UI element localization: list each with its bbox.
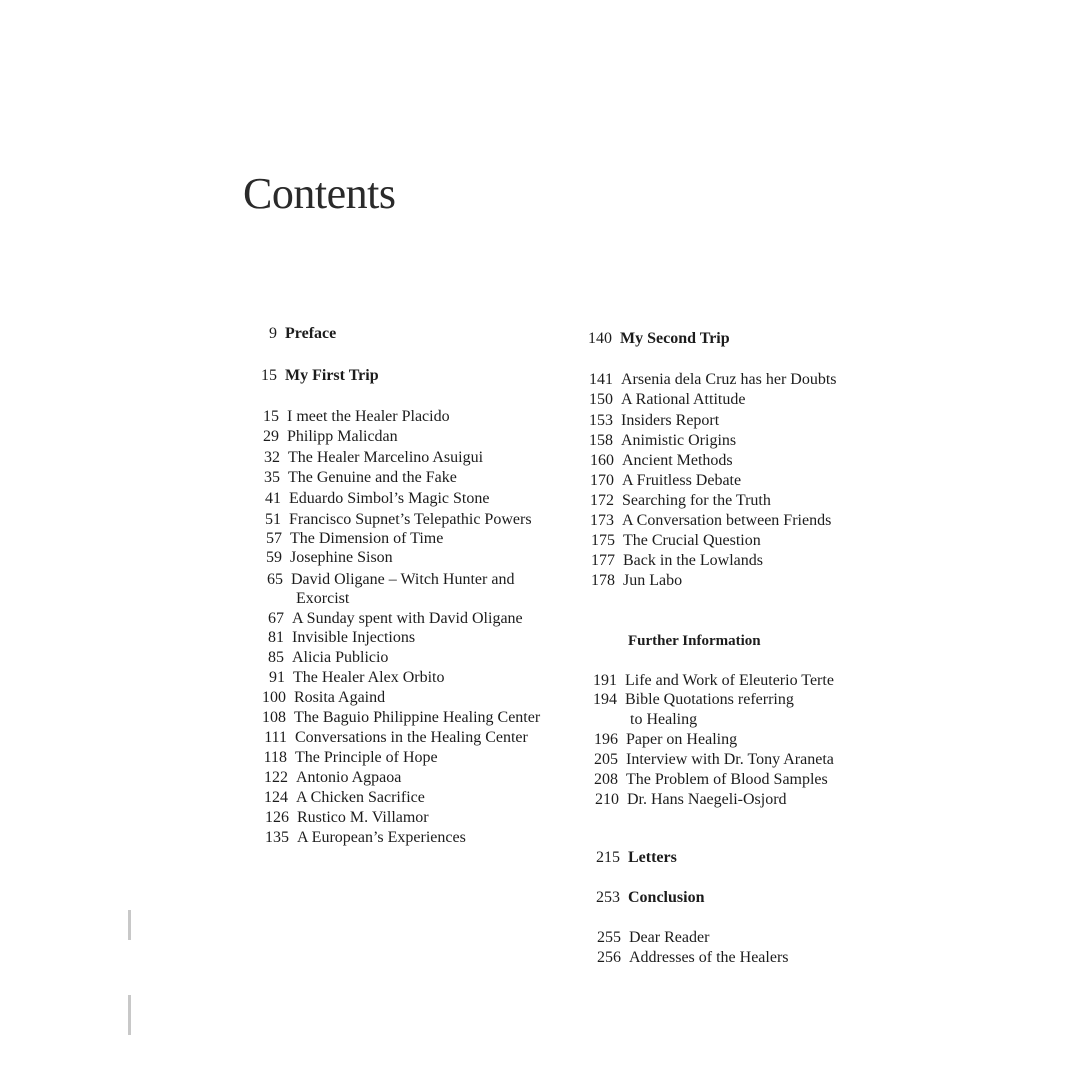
toc-entry[interactable] [580,511,831,531]
toc-entry[interactable] [243,628,415,648]
toc-entry[interactable] [243,468,457,488]
toc-entry-label: Conversations in the Healing Center [295,729,528,746]
toc-further-heading[interactable]: Further Information [628,633,761,649]
toc-entry[interactable] [243,728,528,748]
toc-entry-label: The Healer Alex Orbito [293,669,445,686]
toc-page-number: 191 [593,672,617,689]
toc-page-number: 215 [596,849,620,866]
toc-entry[interactable] [243,548,393,568]
toc-page-number: 196 [594,731,618,748]
toc-page-number: 81 [268,629,284,646]
toc-entry[interactable] [243,748,438,768]
toc-entry-label: Bible Quotations referring [625,691,794,708]
toc-section-row[interactable] [243,366,379,386]
toc-page-number: 35 [264,469,280,486]
toc-entry-label: Antonio Agpaoa [296,769,402,786]
toc-page-number: 210 [595,791,619,808]
toc-page-number: 153 [589,412,613,429]
toc-entry[interactable] [243,648,388,668]
toc-page-number: 91 [269,669,285,686]
toc-page-number: 256 [597,949,621,966]
toc-page-number: 15 [261,367,277,384]
toc-page-number: 124 [264,789,288,806]
toc-section-label: My Second Trip [620,330,730,347]
toc-section-label: Preface [285,325,337,342]
toc-entry-label: Arsenia dela Cruz has her Doubts [621,371,837,388]
toc-entry-label: The Problem of Blood Samples [626,771,828,788]
toc-entry-label: David Oligane – Witch Hunter and [291,571,515,588]
toc-entry-label: Jun Labo [623,572,683,589]
toc-page-number: 255 [597,929,621,946]
toc-entry[interactable] [243,427,398,447]
toc-page-number: 100 [262,689,286,706]
toc-page-number: 118 [263,749,287,766]
toc-entry-label: Alicia Publicio [292,649,389,666]
toc-entry-label: Dear Reader [629,929,710,946]
toc-page-number: 150 [589,391,613,408]
toc-page-number: 51 [265,511,281,528]
toc-page-number: 253 [596,889,620,906]
toc-entry[interactable] [580,531,761,551]
toc-page-number: 32 [264,449,280,466]
toc-page-number: 172 [590,492,614,509]
toc-entry-label: The Principle of Hope [295,749,438,766]
toc-entry-label: A European’s Experiences [297,829,466,846]
toc-entry-label: Ancient Methods [622,452,733,469]
toc-entry-label: Addresses of the Healers [629,949,789,966]
scan-edge-mark [128,995,131,1035]
toc-entry[interactable] [243,808,429,828]
toc-entry[interactable] [580,551,763,571]
toc-page-number: 67 [268,610,284,627]
toc-entry[interactable] [580,671,834,691]
toc-entry[interactable] [580,390,745,410]
toc-page-number: 140 [588,330,612,347]
toc-page-number: 126 [265,809,289,826]
toc-entry-label: Eduardo Simbol’s Magic Stone [289,490,490,507]
toc-entry-label: A Conversation between Friends [622,512,832,529]
toc-entry[interactable] [580,690,794,710]
toc-entry[interactable] [580,491,771,511]
toc-entry[interactable] [243,788,425,808]
toc-entry-label: Francisco Supnet’s Telepathic Powers [289,511,532,528]
toc-page-number: 178 [591,572,615,589]
toc-entry-label: The Genuine and the Fake [288,469,457,486]
toc-entry[interactable] [243,570,514,590]
toc-entry-label: Rustico M. Villamor [297,809,429,826]
toc-entry-label: The Dimension of Time [290,530,444,547]
toc-entry[interactable] [580,770,828,790]
toc-entry-label: Dr. Hans Naegeli-Osjord [627,791,787,808]
toc-page-number: 29 [263,428,279,445]
toc-section-label: Letters [628,849,677,866]
toc-entry[interactable] [243,510,532,530]
toc-entry-label: A Rational Attitude [621,391,746,408]
toc-page-number: 177 [591,552,615,569]
toc-entry-label: Searching for the Truth [622,492,771,509]
toc-entry[interactable] [243,489,489,509]
toc-page-number: 122 [264,769,288,786]
toc-entry-label: Paper on Healing [626,731,738,748]
toc-entry[interactable] [580,431,736,451]
toc-page-number: 141 [589,371,613,388]
toc-entry-label: A Chicken Sacrifice [296,789,425,806]
toc-entry[interactable] [243,828,466,848]
toc-entry[interactable] [580,790,787,810]
scan-edge-mark [128,910,131,940]
toc-entry-continuation: Exorcist [296,590,350,607]
toc-entry[interactable] [580,750,834,770]
toc-entry-label: The Baguio Philippine Healing Center [294,709,541,726]
page-title: Contents [243,169,396,218]
toc-page-number: 9 [269,325,277,342]
toc-entry-label: Insiders Report [621,412,720,429]
toc-entry[interactable] [243,668,445,688]
toc-entry-label: The Healer Marcelino Asuigui [288,449,484,466]
toc-entry[interactable] [243,609,523,629]
toc-entry-label: Philipp Malicdan [287,428,398,445]
toc-section-row[interactable] [580,888,704,908]
toc-entry-label: I meet the Healer Placido [287,408,450,425]
toc-entry-label: The Crucial Question [623,532,761,549]
toc-entry[interactable] [580,370,837,390]
toc-entry[interactable] [243,529,443,549]
toc-page-number: 205 [594,751,618,768]
toc-entry[interactable] [243,407,450,427]
toc-page-number: 194 [593,691,617,708]
toc-entry-label: Josephine Sison [290,549,393,566]
toc-entry[interactable] [243,688,385,708]
toc-entry-label: A Sunday spent with David Oligane [292,610,523,627]
toc-entry[interactable] [243,768,401,788]
toc-page-number: 173 [590,512,614,529]
toc-entry[interactable] [580,451,733,471]
toc-entry-label: Life and Work of Eleuterio Terte [625,672,834,689]
toc-page-number: 160 [590,452,614,469]
toc-page-number: 59 [266,549,282,566]
toc-entry[interactable] [243,708,540,728]
toc-entry[interactable] [580,948,789,968]
toc-section-row[interactable] [243,324,336,344]
toc-page-number: 170 [590,472,614,489]
toc-page-number: 158 [589,432,613,449]
toc-entry[interactable] [580,471,741,491]
toc-entry[interactable] [580,411,719,431]
toc-page-number: 111 [264,729,287,746]
toc-page-number: 41 [265,490,281,507]
toc-entry[interactable] [580,928,709,948]
toc-page-number: 65 [267,571,283,588]
toc-entry-label: Interview with Dr. Tony Araneta [626,751,834,768]
toc-page-number: 15 [263,408,279,425]
toc-section-label: Conclusion [628,889,705,906]
toc-section-label: My First Trip [285,367,379,384]
toc-entry-label: A Fruitless Debate [622,472,742,489]
toc-page-number: 208 [594,771,618,788]
toc-page-number: 175 [591,532,615,549]
toc-entry[interactable] [243,448,483,468]
toc-entry-label: Back in the Lowlands [623,552,763,569]
toc-entry[interactable] [580,730,737,750]
toc-entry-continuation: to Healing [630,711,698,728]
toc-entry-label: Rosita Againd [294,689,386,706]
toc-page-number: 85 [268,649,284,666]
toc-entry-label: Animistic Origins [621,432,737,449]
toc-entry-label: Invisible Injections [292,629,416,646]
toc-page-number: 135 [265,829,289,846]
toc-entry[interactable] [580,571,682,591]
toc-page-number: 57 [266,530,282,547]
toc-section-row[interactable] [580,329,730,349]
toc-page-number: 108 [262,709,286,726]
toc-section-row[interactable] [580,848,677,868]
